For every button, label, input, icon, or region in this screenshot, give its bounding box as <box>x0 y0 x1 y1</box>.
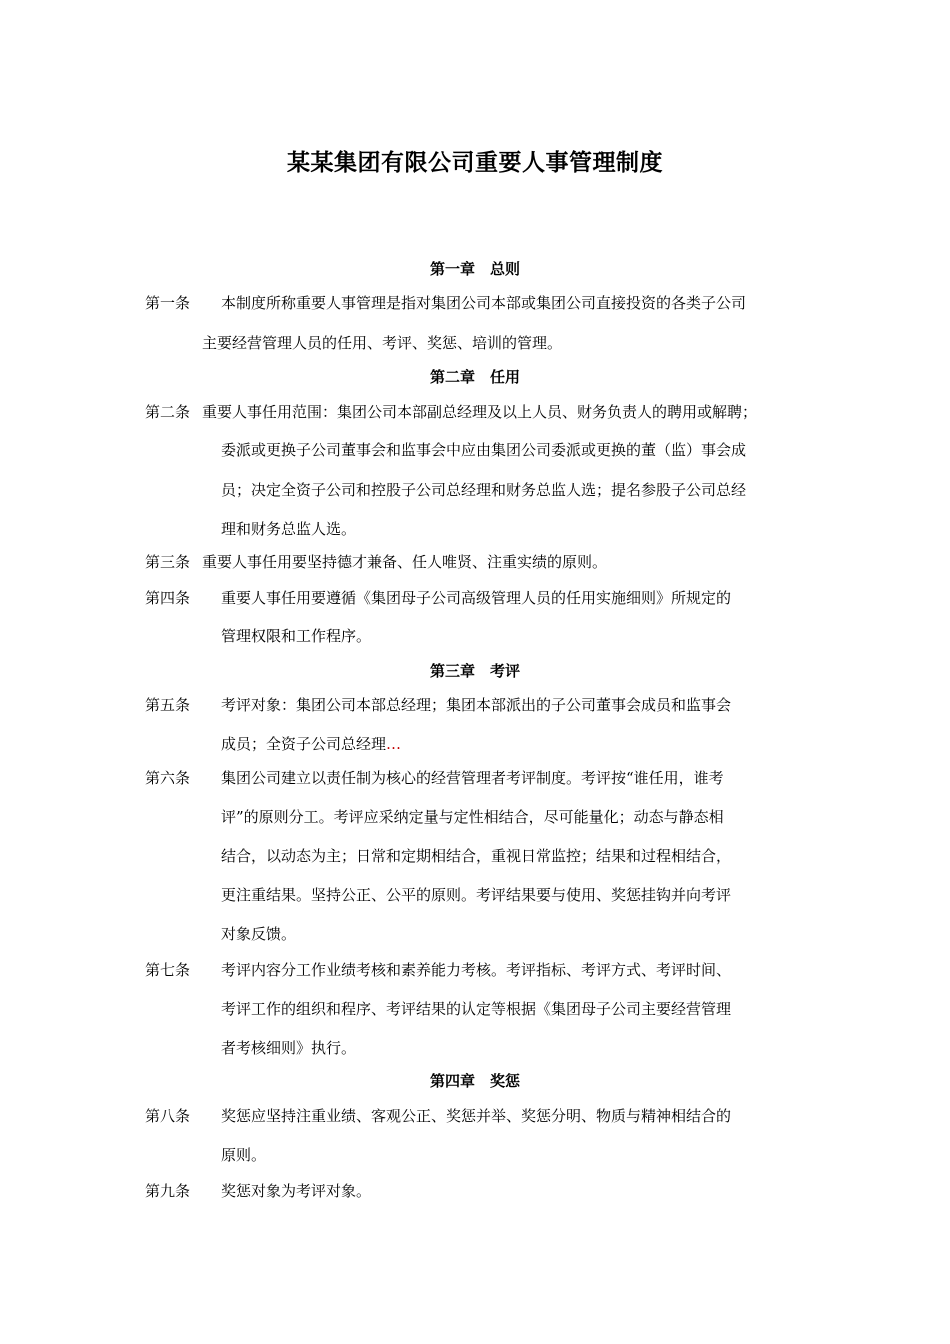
article-line: 重要人事任用要遵循《集团母子公司高级管理人员的任用实施细则》所规定的 <box>221 589 732 607</box>
article-line: 对象反馈。 <box>221 925 297 943</box>
article-line: 评”的原则分工。考评应采纳定量与定性相结合，尽可能量化；动态与静态相 <box>221 808 724 826</box>
article-label: 第七条 <box>145 961 191 979</box>
article-line: 考评内容分工作业绩考核和素养能力考核。考评指标、考评方式、考评时间、 <box>221 961 732 979</box>
article-line: 集团公司建立以责任制为核心的经营管理者考评制度。考评按“谁任用，谁考 <box>221 769 724 787</box>
article-line: 员；决定全资子公司和控股子公司总经理和财务总监人选；提名参股子公司总经 <box>221 481 747 499</box>
ellipsis-mark: … <box>386 735 402 753</box>
article-line: 者考核细则》执行。 <box>221 1039 357 1057</box>
article-line: 重要人事任用要坚持德才兼备、任人唯贤、注重实绩的原则。 <box>202 553 608 571</box>
chapter-heading: 第一章 总则 <box>429 260 520 278</box>
article-line <box>221 733 401 754</box>
article-label: 第九条 <box>145 1182 191 1200</box>
article-line-text: 成员；全资子公司总经理 <box>221 735 387 753</box>
article-label: 第五条 <box>145 696 191 714</box>
chapter-heading: 第四章 奖惩 <box>429 1072 520 1090</box>
article-label: 第一条 <box>145 294 191 312</box>
article-label: 第六条 <box>145 769 191 787</box>
article-line: 考评工作的组织和程序、考评结果的认定等根据《集团母子公司主要经营管理 <box>221 1000 732 1018</box>
article-line: 本制度所称重要人事管理是指对集团公司本部或集团公司直接投资的各类子公司 <box>221 294 747 312</box>
article-label: 第三条 <box>145 553 191 571</box>
document-title: 某某集团有限公司重要人事管理制度 <box>287 150 663 176</box>
chapter-heading: 第三章 考评 <box>429 662 520 680</box>
article-label: 第四条 <box>145 589 191 607</box>
article-label: 第二条 <box>145 403 191 421</box>
article-line: 委派或更换子公司董事会和监事会中应由集团公司委派或更换的董（监）事会成 <box>221 441 747 459</box>
article-line: 更注重结果。坚持公正、公平的原则。考评结果要与使用、奖惩挂钩并向考评 <box>221 886 732 904</box>
article-label: 第八条 <box>145 1107 191 1125</box>
article-line: 主要经营管理人员的任用、考评、奖惩、培训的管理。 <box>202 334 563 352</box>
article-line: 奖惩应坚持注重业绩、客观公正、奖惩并举、奖惩分明、物质与精神相结合的 <box>221 1107 732 1125</box>
article-line: 结合，以动态为主；日常和定期相结合，重视日常监控；结果和过程相结合， <box>221 847 732 865</box>
article-line: 理和财务总监人选。 <box>221 520 357 538</box>
article-line: 原则。 <box>221 1146 267 1164</box>
article-line: 管理权限和工作程序。 <box>221 627 372 645</box>
chapter-heading: 第二章 任用 <box>429 368 520 386</box>
article-line: 考评对象：集团公司本部总经理；集团本部派出的子公司董事会成员和监事会 <box>221 696 732 714</box>
article-line: 重要人事任用范围：集团公司本部副总经理及以上人员、财务负责人的聘用或解聘； <box>202 403 758 421</box>
article-line: 奖惩对象为考评对象。 <box>221 1182 372 1200</box>
